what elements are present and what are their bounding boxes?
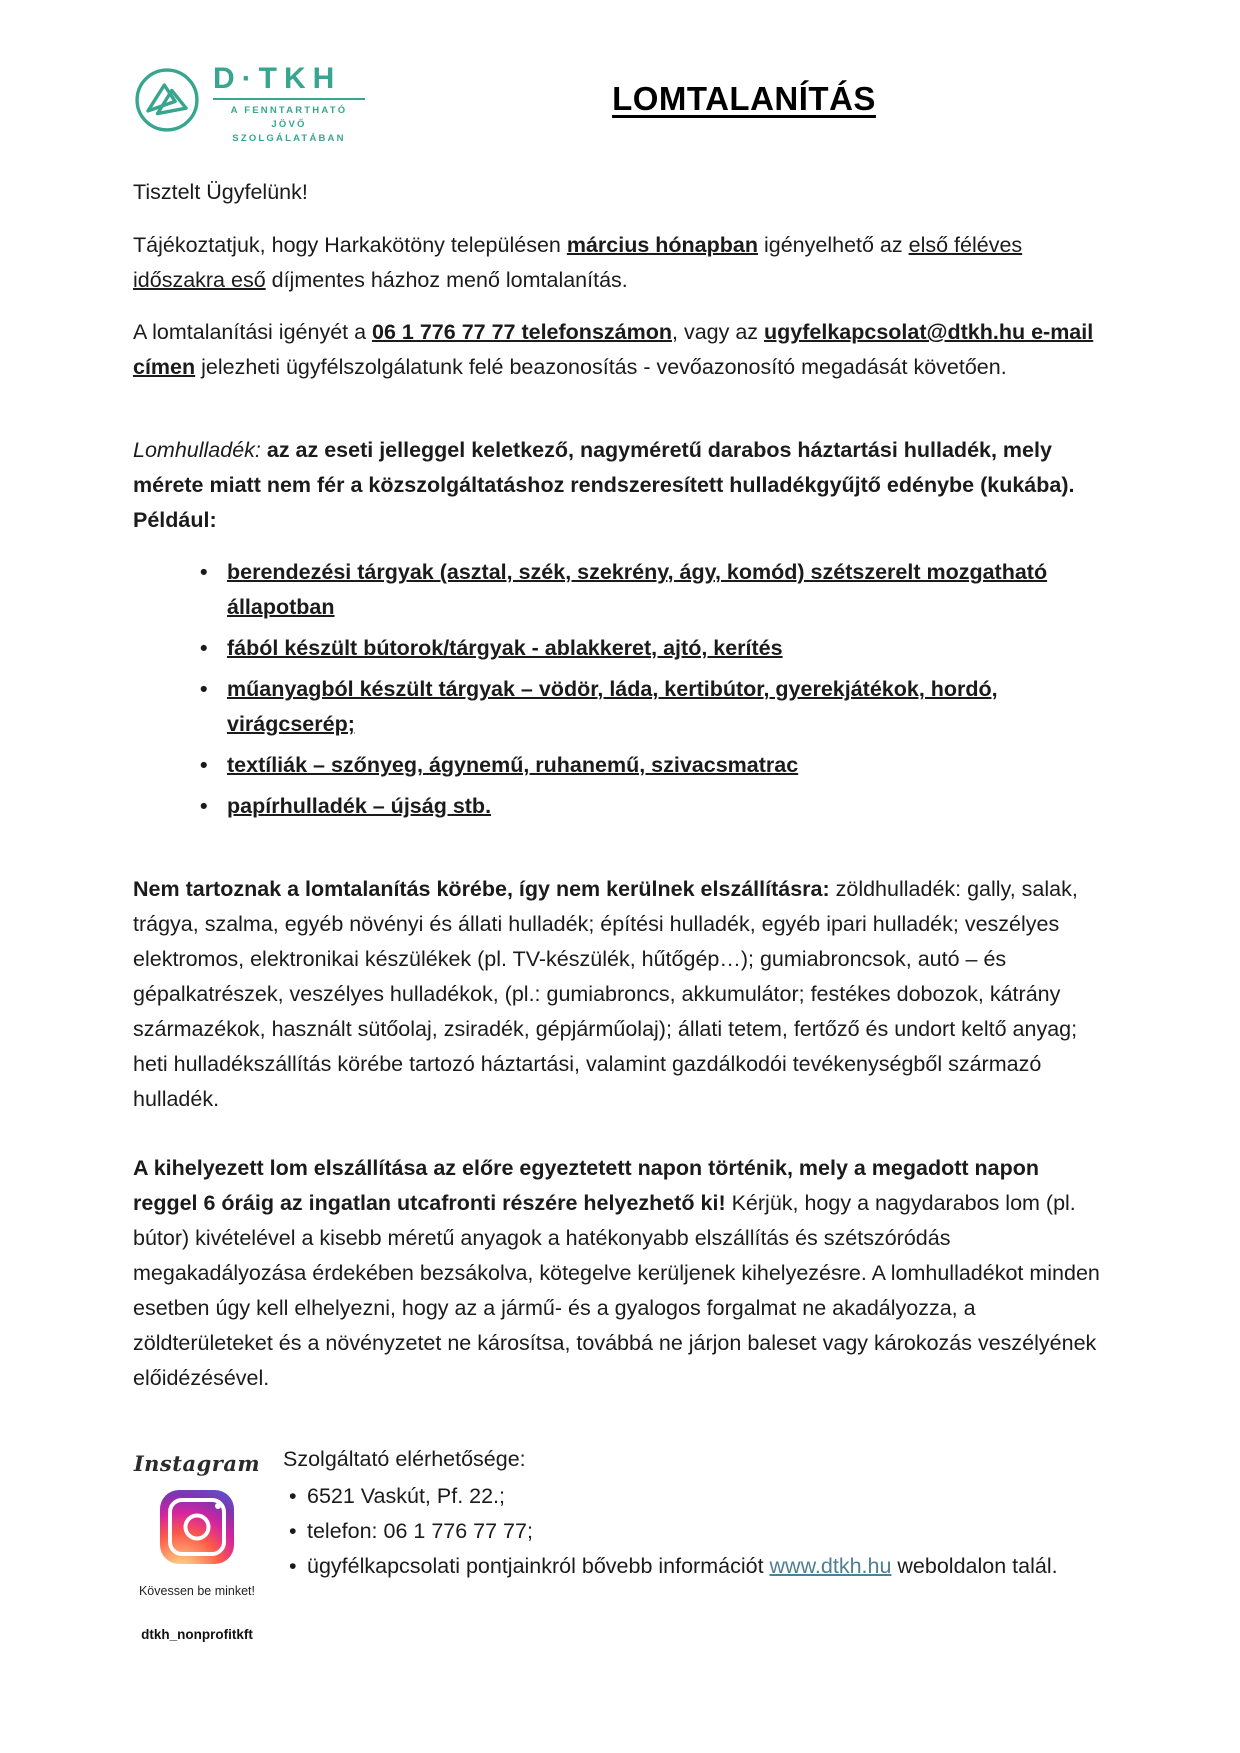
tagline-line-1: A FENNTARTHATÓ JÖVŐ: [230, 105, 348, 130]
instagram-handle: dtkh_nonprofitkft: [141, 1627, 253, 1643]
instagram-icon[interactable]: [160, 1490, 234, 1564]
logo-divider: [213, 98, 365, 100]
text-run: Kérjük, hogy a nagydarabos lom (pl. bútor) kivételével a kisebb méretű anyagok a hatékonyabb elszállítás és szétszóródás megakadályozása érdekében bezsákolva, kötegelve kerüljenek kihelyezésre. A lomhulladékot minden esetben úgy kell elhelyezni, hogy az a jármű- és a gyalogos forgalmat ne akadályozza, a zöldterületeket és a növényzetet ne károsítsa, továbbá ne járjon baleset vagy károkozás veszélyének előidézésével.: [133, 1191, 1100, 1391]
tagline-line-2: SZOLGÁLATÁBAN: [232, 132, 346, 144]
text-run: telefon: 06 1 776 77 77;: [307, 1519, 533, 1544]
list-item: [133, 672, 1105, 742]
title-wrap: [383, 62, 1105, 118]
lom-examples-list: [133, 555, 1105, 824]
instagram-wordmark: Instagram: [133, 1451, 261, 1477]
instagram-follow-text: Kövessen be minket!: [138, 1584, 256, 1599]
text-run: jelezheti ügyfélszolgálatunk felé beazonosítás - vevőazonosító megadását követően.: [195, 355, 1007, 380]
list-item: [133, 789, 1105, 824]
paragraph-exclusions: [133, 872, 1105, 1117]
header: [133, 62, 1105, 145]
contact-list: [283, 1479, 1105, 1584]
contact-item-address: [283, 1479, 1105, 1514]
contact-item-phone: [283, 1514, 1105, 1549]
text-run: ugyfelkapcsolat@dtkh.hu e-mail címen: [133, 320, 1094, 380]
dtkh-logo: [133, 62, 383, 145]
text-run: A lomtalanítási igényét a: [133, 320, 373, 345]
dtkh-website-link[interactable]: www.dtkh.hu: [769, 1554, 892, 1579]
text-run: első féléves időszakra eső: [133, 233, 1023, 293]
text-run: zöldhulladék: gally, salak, trágya, szalma, egyéb növényi és állati hulladék; építési hulladék, egyéb ipari hulladék; veszélyes elektromos, elektronikai készülékek (pl. TV-készülék, hűtőgép…); gumiabroncsok, autó – és gépalkatrészek, veszélyes hulladékok, (pl.: gumiabroncs, akkumulátor; festékes dobozok, kátrány származékok, használt sütőolaj, zsiradék, gépjárműolaj); állati tetem, fertőző és undort keltő anyag; heti hulladékszállítás körébe tartozó háztartási, valamint gazdálkodói tevékenységből származó hulladék.: [133, 877, 1078, 1112]
list-item-text: papírhulladék – újság stb.: [227, 794, 492, 819]
page-title: LOMTALANÍTÁS: [612, 80, 876, 117]
dtkh-logo-text: [213, 62, 365, 145]
text-run: ügyfélkapcsolati pontjainkról bővebb információt: [307, 1554, 770, 1579]
contact-heading: Szolgáltató elérhetősége:: [283, 1447, 526, 1472]
text-run: , vagy az: [672, 320, 765, 345]
dtkh-logo-icon: [133, 66, 201, 134]
instagram-block: [133, 1446, 261, 1652]
list-item-text: textíliák – szőnyeg, ágynemű, ruhanemű, szivacsmatrac: [227, 753, 799, 778]
text-run: 06 1 776 77 77 telefonszámon: [372, 320, 672, 345]
list-item-text: műanyagból készült tárgyak – vödör, láda, kertibútor, gyerekjátékok, hordó, virágcserép;: [227, 677, 998, 737]
text-run: díjmentes házhoz menő lomtalanítás.: [265, 268, 628, 293]
contact-info: [261, 1442, 1105, 1652]
list-item-text: berendezési tárgyak (asztal, szék, szekrény, ágy, komód) szétszerelt mozgatható állapotban: [227, 560, 1048, 620]
list-item: [133, 631, 1105, 666]
dtkh-brand: D·TKH: [213, 62, 342, 95]
text-run: Tájékoztatjuk, hogy Harkakötöny településen: [133, 233, 567, 258]
text-run: igényelhető az: [758, 233, 909, 258]
footer: [133, 1442, 1105, 1652]
paragraph-lomhulladek-definition: [133, 433, 1105, 538]
text-run: 6521 Vaskút, Pf. 22.;: [307, 1484, 506, 1509]
dtkh-tagline: [213, 104, 365, 145]
paragraph-request-channels: [133, 315, 1105, 385]
greeting: Tisztelt Ügyfelünk!: [133, 180, 308, 205]
text-run: az az eseti jelleggel keletkező, nagyméretű darabos háztartási hulladék, mely mérete miatt nem fér a közszolgáltatáshoz rendszeresített hulladékgyűjtő edénybe (kukába). Például:: [133, 438, 1075, 533]
paragraph-intro: [133, 228, 1105, 298]
contact-item-web: [283, 1549, 1105, 1584]
list-item: [133, 748, 1105, 783]
document-body: [133, 175, 1105, 1396]
paragraph-placement-rules: [133, 1151, 1105, 1396]
list-item-text: fából készült bútorok/tárgyak - ablakkeret, ajtó, kerítés: [227, 636, 783, 661]
text-run: A kihelyezett lom elszállítása az előre egyeztetett napon történik, mely a megadott napon reggel 6 óráig az ingatlan utcafronti részére helyezhető ki!: [133, 1156, 1040, 1216]
text-run: weboldalon talál.: [891, 1554, 1058, 1579]
text-run: Nem tartoznak a lomtalanítás körébe, így nem kerülnek elszállításra:: [133, 877, 830, 902]
text-run: Lomhulladék:: [133, 438, 261, 463]
list-item: [133, 555, 1105, 625]
instagram-icon-lens: [184, 1514, 211, 1541]
text-run: március hónapban: [566, 233, 758, 258]
